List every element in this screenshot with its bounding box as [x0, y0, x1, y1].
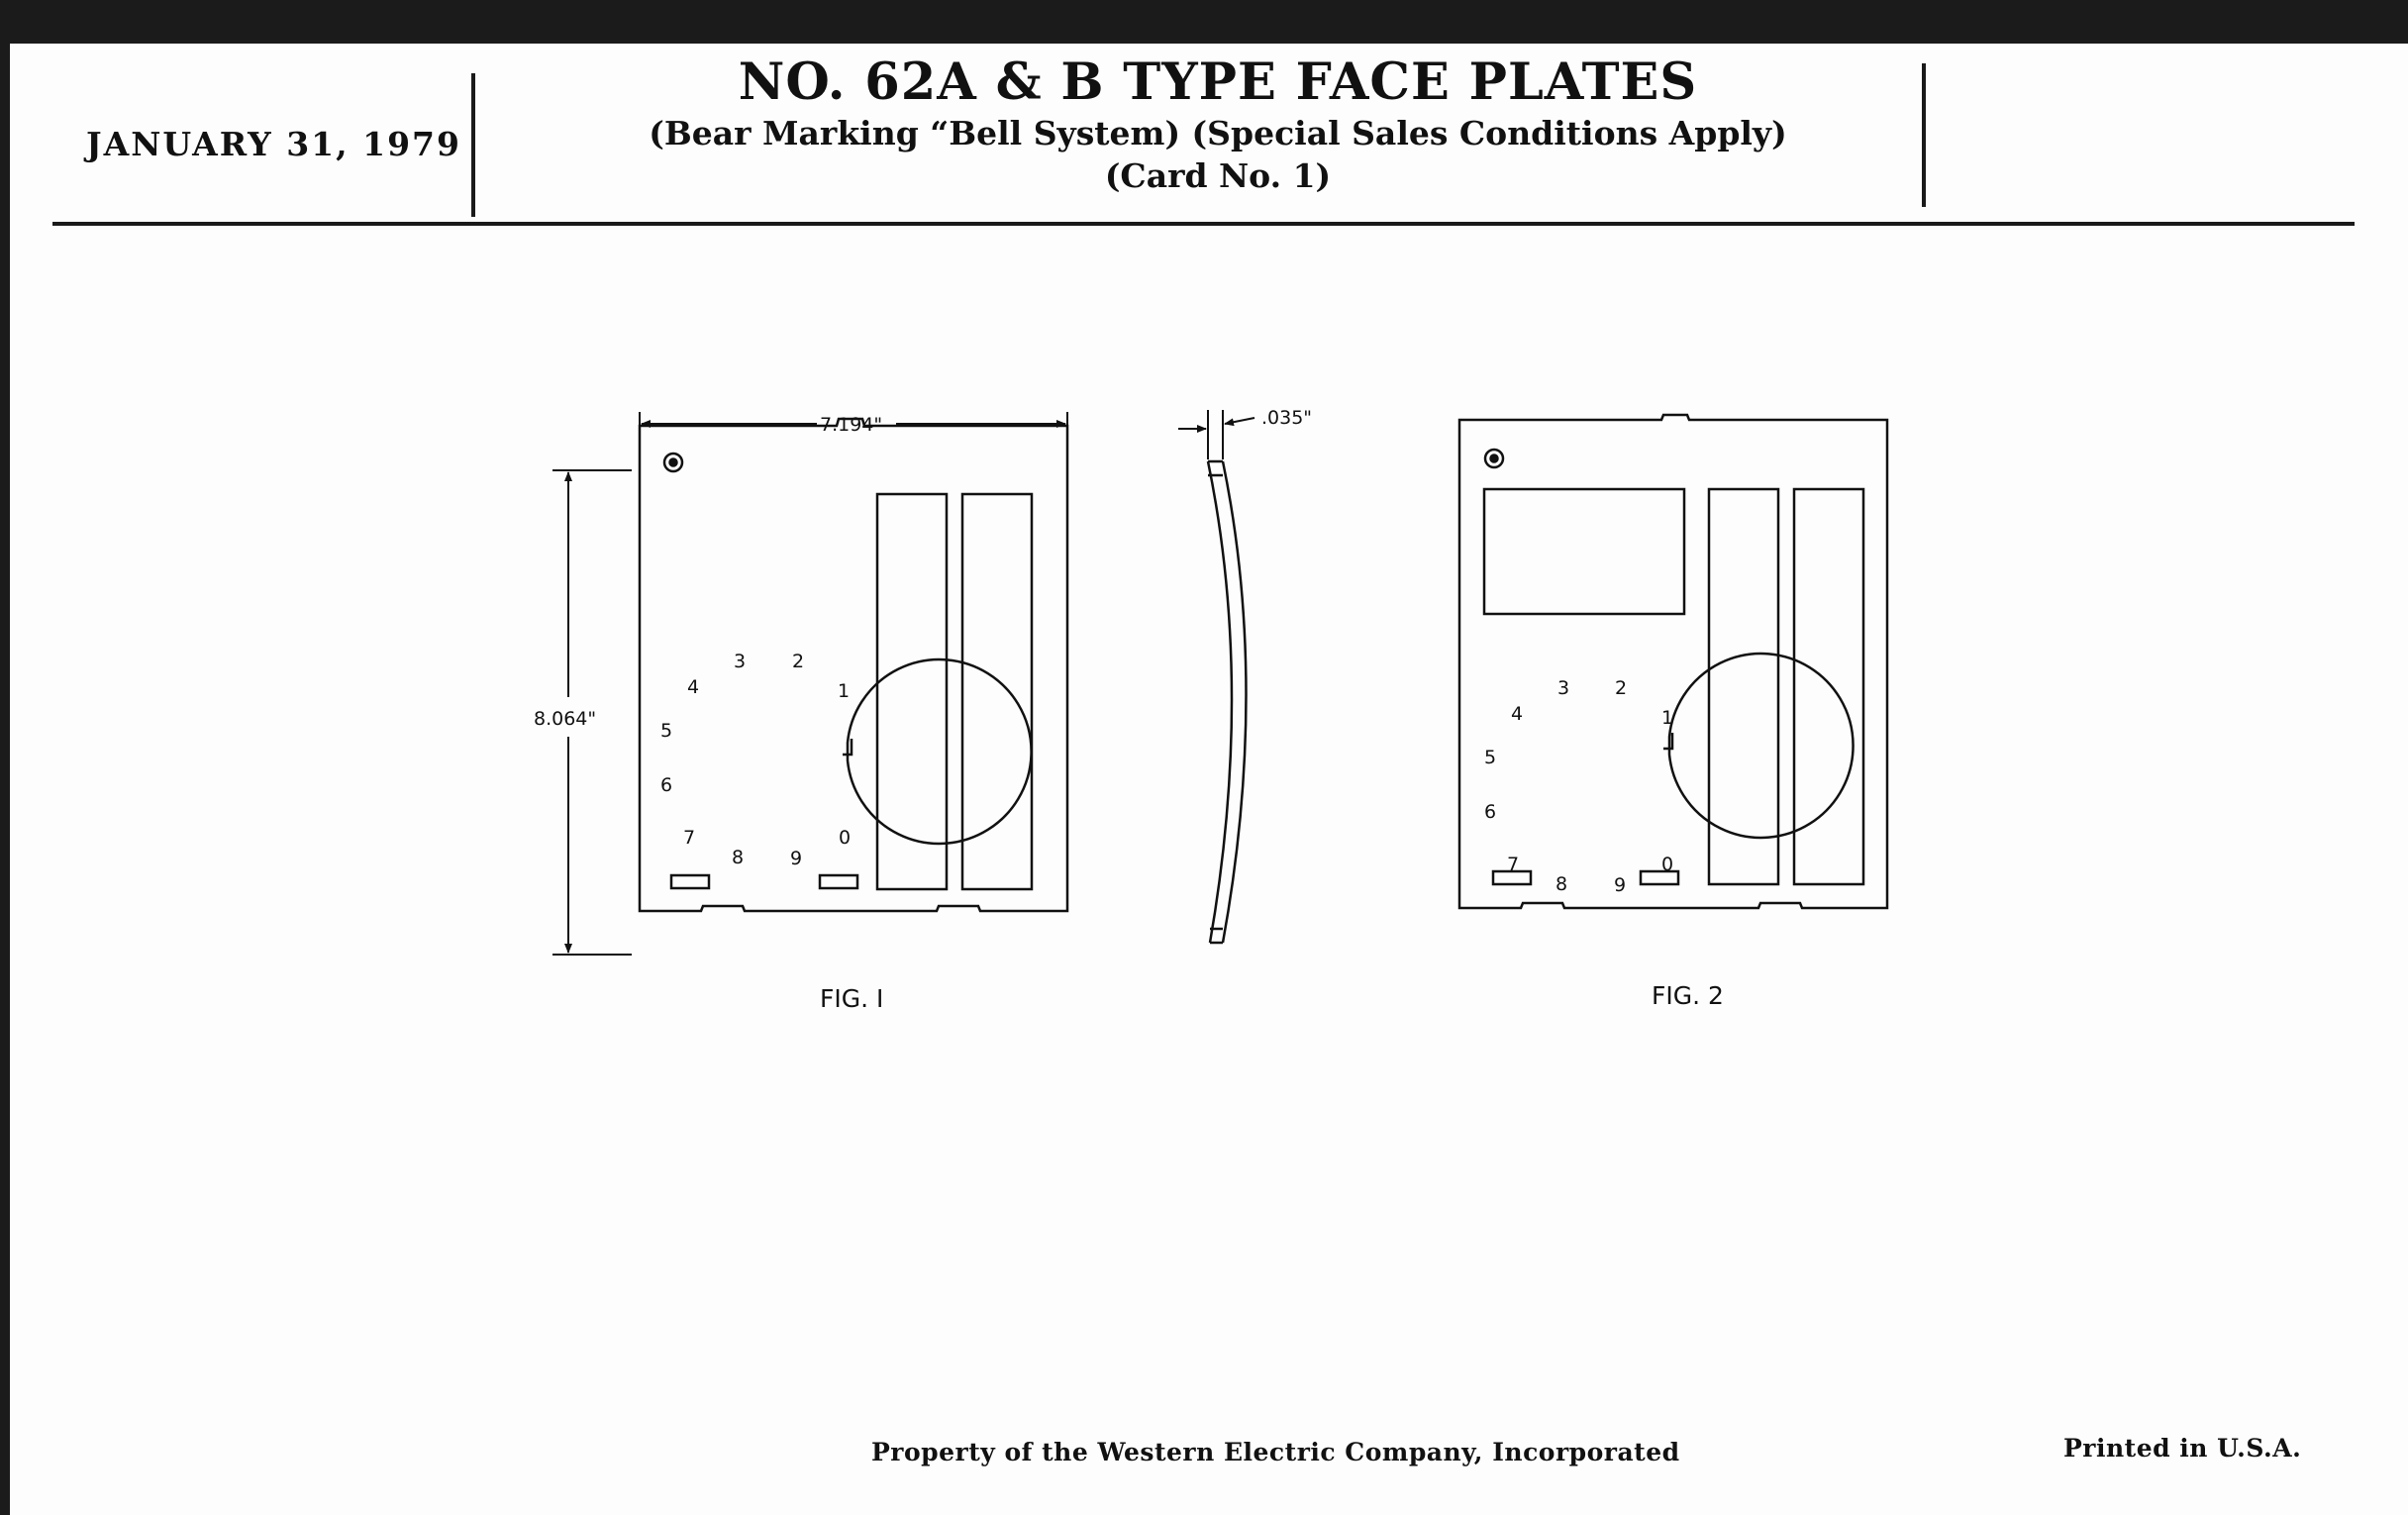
- thickness-dimension: [1178, 410, 1254, 459]
- card-number: (Card No. 1): [1104, 156, 1332, 195]
- fig1-label: FIG. I: [820, 984, 884, 1013]
- fig2-dial-numbers: [1484, 677, 1673, 896]
- dial-number-2: 2: [792, 651, 805, 672]
- dial-number-8: 8: [1555, 873, 1568, 895]
- dial-number-4: 4: [1511, 703, 1524, 725]
- dial-number-9: 9: [790, 848, 803, 869]
- dial-number-9: 9: [1614, 874, 1627, 896]
- thickness-dimension-label: .035": [1261, 407, 1313, 429]
- fig2-label: FIG. 2: [1652, 981, 1724, 1010]
- dial-number-6: 6: [1484, 801, 1497, 823]
- dial-number-3: 3: [1557, 677, 1570, 699]
- dial-number-1: 1: [838, 680, 851, 702]
- dial-number-2: 2: [1615, 677, 1628, 699]
- fig1-dial-numbers: [660, 651, 851, 869]
- dial-number-1: 1: [1661, 707, 1674, 729]
- document-card: [10, 44, 2408, 1515]
- face-plate-drawing: [10, 44, 2408, 1515]
- page-content: [10, 44, 2408, 1515]
- dial-number-0: 0: [1661, 854, 1674, 875]
- width-dimension-label: 7.194": [820, 414, 883, 436]
- dial-number-5: 5: [1484, 747, 1497, 768]
- dial-number-4: 4: [687, 676, 700, 698]
- dial-number-7: 7: [1507, 854, 1520, 875]
- dial-number-8: 8: [732, 847, 745, 868]
- side-profile: [1208, 461, 1247, 943]
- dial-number-7: 7: [683, 827, 696, 849]
- document-subtitle: (Bear Marking “Bell System) (Special Sales Conditions Apply): [649, 114, 1787, 152]
- document-title: NO. 62A & B TYPE FACE PLATES: [738, 52, 1698, 112]
- dial-number-6: 6: [660, 774, 673, 796]
- printed-notice: Printed in U.S.A.: [2063, 1434, 2302, 1463]
- dial-number-0: 0: [839, 827, 852, 849]
- height-dimension-label: 8.064": [534, 708, 597, 730]
- property-notice: Property of the Western Electric Company, Incorporated: [871, 1438, 1680, 1466]
- dial-number-5: 5: [660, 720, 673, 742]
- fig1-plate: [640, 419, 1067, 911]
- fig2-plate: [1459, 415, 1887, 908]
- document-date: JANUARY 31, 1979: [86, 125, 461, 163]
- dial-number-3: 3: [734, 651, 747, 672]
